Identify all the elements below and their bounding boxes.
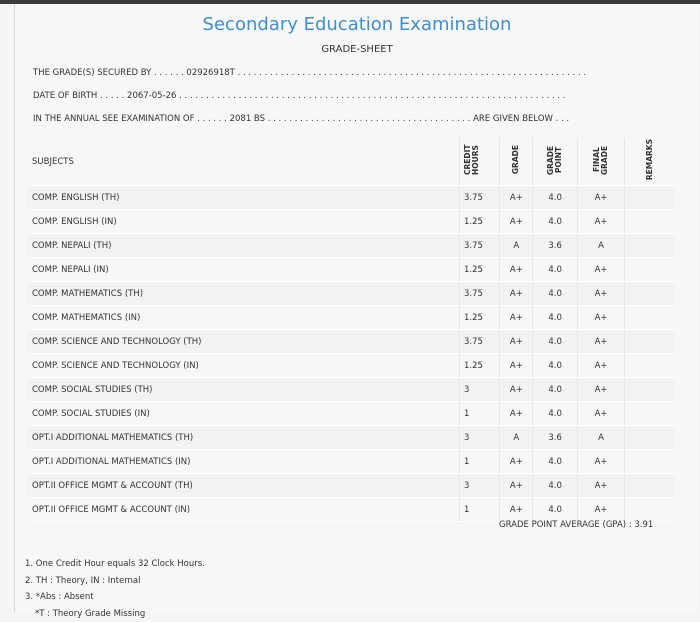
- table-row: [27, 474, 675, 498]
- sheet-subtitle: GRADE-SHEET: [15, 44, 699, 55]
- remarks-cell: [625, 210, 675, 234]
- info-exam: [33, 114, 569, 124]
- gpa-value: 3.91: [634, 520, 653, 530]
- date-of-birth: 2067-05-26: [127, 91, 176, 101]
- credit-hours-cell: 1: [460, 498, 500, 522]
- grade-point-cell: 3.6: [533, 234, 577, 258]
- credit-hours-cell: 3.75: [460, 234, 500, 258]
- remarks-cell: [625, 378, 675, 402]
- header-subjects: SUBJECTS: [27, 138, 460, 186]
- credit-hours-cell: 3: [460, 474, 500, 498]
- note-item: 1. One Credit Hour equals 32 Clock Hours.: [25, 556, 205, 573]
- final-grade-cell: A+: [577, 330, 625, 354]
- note-item: 2. TH : Theory, IN : Internal: [25, 573, 205, 590]
- remarks-cell: [625, 186, 675, 210]
- grade-cell: A+: [500, 330, 533, 354]
- final-grade-cell: A+: [577, 450, 625, 474]
- dotted-line: . . . . . . . . . . . . . . . . . . . . . . . . . . . . . . . . . . . . . . . . . . . . . . . . . . . . . . . . . . . . . . . . .: [235, 68, 586, 78]
- header-grade: GRADE: [500, 138, 533, 186]
- final-grade-cell: A+: [577, 498, 625, 522]
- final-grade-cell: A+: [577, 354, 625, 378]
- table-row: [27, 282, 675, 306]
- grade-cell: A+: [500, 450, 533, 474]
- credit-hours-cell: 1: [460, 450, 500, 474]
- exam-label: IN THE ANNUAL SEE EXAMINATION OF . . . . . .: [33, 114, 230, 124]
- page-title: Secondary Education Examination: [15, 14, 699, 35]
- subject-cell: OPT.II OFFICE MGMT & ACCOUNT (TH): [27, 474, 460, 498]
- grade-cell: A+: [500, 210, 533, 234]
- gpa-line: [499, 520, 653, 530]
- grade-point-cell: 4.0: [533, 210, 577, 234]
- final-grade-cell: A: [577, 426, 625, 450]
- table-row: [27, 378, 675, 402]
- subject-cell: COMP. SOCIAL STUDIES (TH): [27, 378, 460, 402]
- subject-cell: COMP. MATHEMATICS (TH): [27, 282, 460, 306]
- grade-point-cell: 4.0: [533, 330, 577, 354]
- given-below-text: ARE GIVEN BELOW . . .: [473, 114, 569, 124]
- grade-cell: A: [500, 426, 533, 450]
- dob-label: DATE OF BIRTH . . . . .: [33, 91, 127, 101]
- credit-hours-cell: 1: [460, 402, 500, 426]
- subject-cell: OPT.II OFFICE MGMT & ACCOUNT (IN): [27, 498, 460, 522]
- remarks-cell: [625, 258, 675, 282]
- grade-cell: A+: [500, 402, 533, 426]
- header-remarks: REMARKS: [625, 138, 675, 186]
- footnotes: [25, 556, 205, 622]
- remarks-cell: [625, 498, 675, 522]
- credit-hours-cell: 1.25: [460, 210, 500, 234]
- grade-cell: A+: [500, 282, 533, 306]
- subject-cell: COMP. SCIENCE AND TECHNOLOGY (IN): [27, 354, 460, 378]
- note-item: *T : Theory Grade Missing: [25, 606, 205, 622]
- grade-point-cell: 4.0: [533, 450, 577, 474]
- grade-point-cell: 4.0: [533, 498, 577, 522]
- grade-cell: A+: [500, 498, 533, 522]
- subject-cell: COMP. SCIENCE AND TECHNOLOGY (TH): [27, 330, 460, 354]
- final-grade-cell: A+: [577, 378, 625, 402]
- grade-point-cell: 4.0: [533, 258, 577, 282]
- subject-cell: COMP. NEPALI (IN): [27, 258, 460, 282]
- credit-hours-cell: 3.75: [460, 186, 500, 210]
- grade-point-cell: 4.0: [533, 474, 577, 498]
- table-row: [27, 426, 675, 450]
- credit-hours-cell: 3: [460, 426, 500, 450]
- grade-cell: A+: [500, 378, 533, 402]
- final-grade-cell: A+: [577, 186, 625, 210]
- grade-point-cell: 4.0: [533, 354, 577, 378]
- table-row: [27, 354, 675, 378]
- grade-point-cell: 4.0: [533, 282, 577, 306]
- subject-cell: COMP. ENGLISH (TH): [27, 186, 460, 210]
- final-grade-cell: A: [577, 234, 625, 258]
- grade-point-cell: 4.0: [533, 306, 577, 330]
- table-header-row: [27, 138, 675, 186]
- secured-by-label: THE GRADE(S) SECURED BY . . . . . .: [33, 68, 186, 78]
- table-row: [27, 330, 675, 354]
- credit-hours-cell: 3: [460, 378, 500, 402]
- final-grade-cell: A+: [577, 258, 625, 282]
- grade-cell: A: [500, 234, 533, 258]
- remarks-cell: [625, 282, 675, 306]
- grades-table: [27, 138, 675, 522]
- credit-hours-cell: 1.25: [460, 306, 500, 330]
- grade-sheet: [14, 4, 699, 612]
- remarks-cell: [625, 426, 675, 450]
- credit-hours-cell: 3.75: [460, 282, 500, 306]
- table-row: [27, 186, 675, 210]
- table-row: [27, 258, 675, 282]
- remarks-cell: [625, 306, 675, 330]
- note-item: 3. *Abs : Absent: [25, 589, 205, 606]
- grade-cell: A+: [500, 474, 533, 498]
- table-row: [27, 450, 675, 474]
- credit-hours-cell: 1.25: [460, 258, 500, 282]
- final-grade-cell: A+: [577, 210, 625, 234]
- grade-point-cell: 4.0: [533, 186, 577, 210]
- credit-hours-cell: 1.25: [460, 354, 500, 378]
- gpa-label: GRADE POINT AVERAGE (GPA) :: [499, 520, 634, 530]
- info-dob: [33, 91, 566, 101]
- table-row: [27, 498, 675, 522]
- remarks-cell: [625, 402, 675, 426]
- final-grade-cell: A+: [577, 402, 625, 426]
- remarks-cell: [625, 354, 675, 378]
- subject-cell: COMP. NEPALI (TH): [27, 234, 460, 258]
- header-credit-hours: CREDIT HOURS: [460, 138, 500, 186]
- header-final-grade: FINAL GRADE: [577, 138, 625, 186]
- grade-cell: A+: [500, 354, 533, 378]
- remarks-cell: [625, 330, 675, 354]
- final-grade-cell: A+: [577, 306, 625, 330]
- table-row: [27, 210, 675, 234]
- remarks-cell: [625, 234, 675, 258]
- grade-point-cell: 3.6: [533, 426, 577, 450]
- grade-cell: A+: [500, 258, 533, 282]
- subject-cell: COMP. MATHEMATICS (IN): [27, 306, 460, 330]
- subject-cell: COMP. SOCIAL STUDIES (IN): [27, 402, 460, 426]
- info-secured-by: [33, 68, 586, 78]
- table-row: [27, 402, 675, 426]
- remarks-cell: [625, 474, 675, 498]
- exam-year: 2081 BS: [230, 114, 265, 124]
- grade-cell: A+: [500, 186, 533, 210]
- grade-cell: A+: [500, 306, 533, 330]
- header-grade-point: GRADE POINT: [533, 138, 577, 186]
- table-row: [27, 306, 675, 330]
- dotted-line: . . . . . . . . . . . . . . . . . . . . . . . . . . . . . . . . . . . . . . . . . . . . . . . . . . . . . . . . . . . . . . . . . . . . . . . .: [176, 91, 565, 101]
- subject-cell: OPT.I ADDITIONAL MATHEMATICS (TH): [27, 426, 460, 450]
- grade-point-cell: 4.0: [533, 378, 577, 402]
- credit-hours-cell: 3.75: [460, 330, 500, 354]
- grade-point-cell: 4.0: [533, 402, 577, 426]
- table-row: [27, 234, 675, 258]
- final-grade-cell: A+: [577, 474, 625, 498]
- remarks-cell: [625, 450, 675, 474]
- symbol-number: 02926918T: [186, 68, 234, 78]
- subject-cell: COMP. ENGLISH (IN): [27, 210, 460, 234]
- subject-cell: OPT.I ADDITIONAL MATHEMATICS (IN): [27, 450, 460, 474]
- dotted-line: . . . . . . . . . . . . . . . . . . . . . . . . . . . . . . . . . . . . . .: [265, 114, 473, 124]
- final-grade-cell: A+: [577, 282, 625, 306]
